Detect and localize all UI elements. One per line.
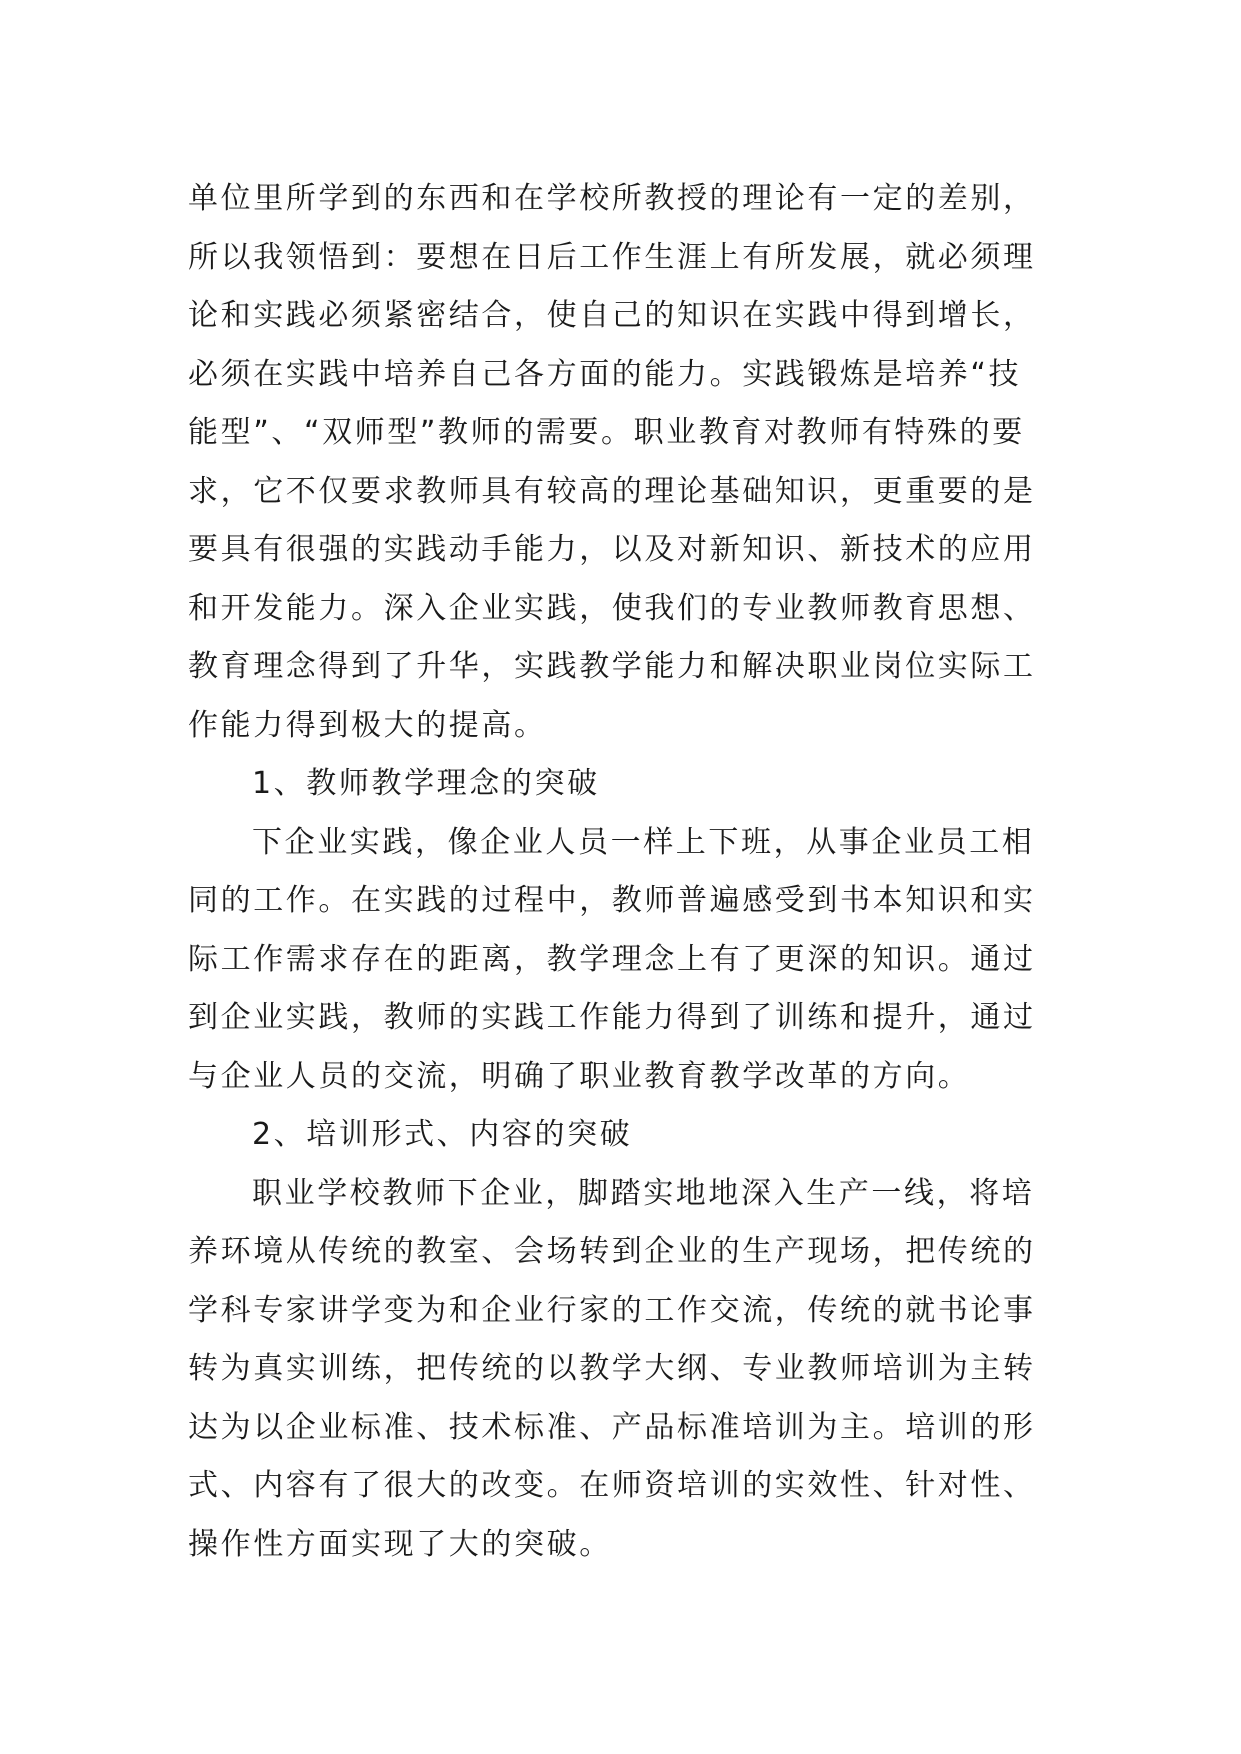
text-line: 职业学校教师下企业，脚踏实地地深入生产一线，将培 (252, 1175, 1035, 1211)
text-line: 下企业实践，像企业人员一样上下班，从事企业员工相 (252, 824, 1035, 860)
text-line: 到企业实践，教师的实践工作能力得到了训练和提升，通过 (188, 1000, 1036, 1035)
section-heading-1: 1、教师教学理念的突破 (252, 766, 600, 801)
text-line: 论和实践必须紧密结合，使自己的知识在实践中得到增长， (188, 298, 1036, 333)
text-line: 要具有很强的实践动手能力，以及对新知识、新技术的应用 (188, 532, 1036, 567)
text-line: 能型”、“双师型”教师的需要。职业教育对教师有特殊的要 (188, 415, 1025, 450)
text-line: 操作性方面实现了大的突破。 (188, 1526, 612, 1562)
text-line: 养环境从传统的教室、会场转到企业的生产现场，把传统的 (188, 1234, 1036, 1269)
text-line: 单位里所学到的东西和在学校所教授的理论有一定的差别， (188, 181, 1036, 216)
section-heading-2: 2、培训形式、内容的突破 (252, 1117, 633, 1152)
text-line: 达为以企业标准、技术标准、产品标准培训为主。培训的形 (188, 1409, 1036, 1445)
text-line: 式、内容有了很大的改变。在师资培训的实效性、针对性、 (188, 1468, 1036, 1503)
text-line: 教育理念得到了升华，实践教学能力和解决职业岗位实际工 (188, 649, 1036, 684)
text-line: 学科专家讲学变为和企业行家的工作交流，传统的就书论事 (188, 1292, 1036, 1328)
text-line: 同的工作。在实践的过程中，教师普遍感受到书本知识和实 (188, 883, 1036, 918)
text-line: 求，它不仅要求教师具有较高的理论基础知识，更重要的是 (188, 473, 1036, 509)
text-line: 转为真实训练，把传统的以教学大纲、专业教师培训为主转 (188, 1351, 1036, 1386)
text-line: 际工作需求存在的距离，教学理念上有了更深的知识。通过 (188, 941, 1036, 977)
text-line: 和开发能力。深入企业实践，使我们的专业教师教育思想、 (188, 590, 1036, 626)
text-line: 必须在实践中培养自己各方面的能力。实践锻炼是培养“技 (188, 356, 1022, 392)
body-text (188, 170, 1068, 1574)
text-line: 作能力得到极大的提高。 (188, 707, 547, 743)
text-line: 与企业人员的交流，明确了职业教育教学改革的方向。 (188, 1058, 971, 1094)
text-line: 所以我领悟到：要想在日后工作生涯上有所发展，就必须理 (188, 239, 1036, 275)
